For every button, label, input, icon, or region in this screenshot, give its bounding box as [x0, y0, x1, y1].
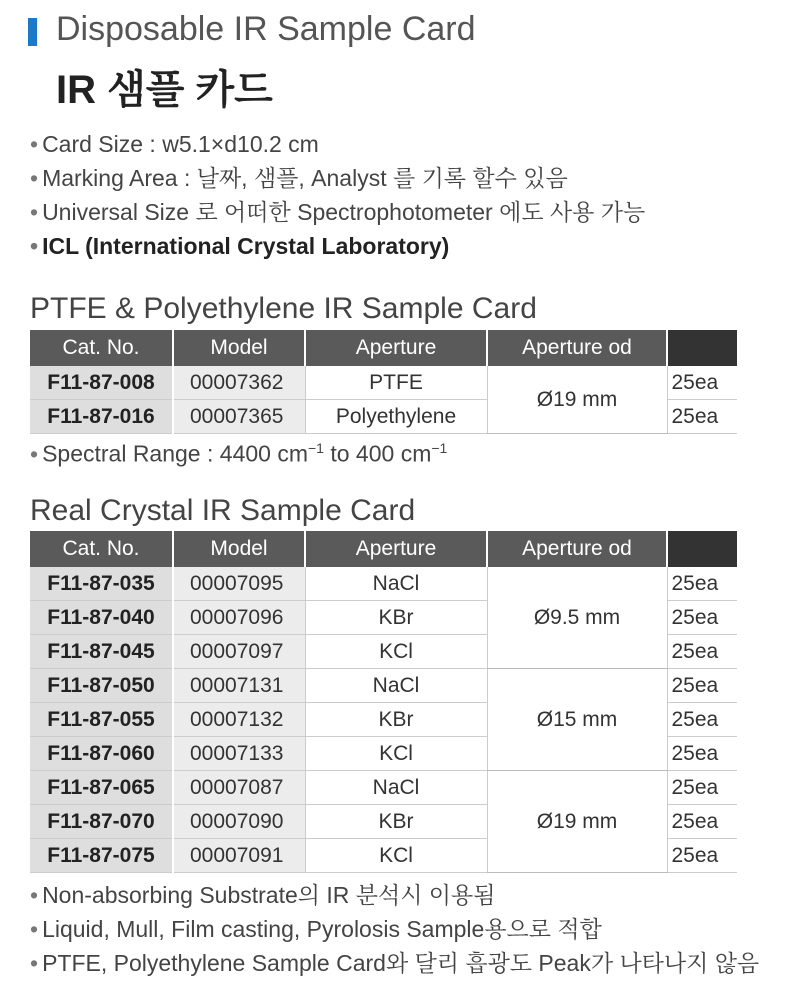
ptfe-section-title: PTFE & Polyethylene IR Sample Card: [30, 292, 537, 325]
feature-list: [30, 127, 645, 263]
cat-no: F11-87-008: [30, 366, 173, 400]
cat-no: F11-87-075: [30, 839, 173, 873]
table-row: [30, 366, 737, 400]
quantity: 25ea: [667, 737, 737, 771]
aperture-od: Ø9.5 mm: [487, 567, 667, 669]
model-no: 00007131: [173, 669, 305, 703]
note-item: • PTFE, Polyethylene Sample Card와 달리 흡광도 Peak가 나타나지 않음: [30, 950, 760, 976]
col-header-cat: Cat. No.: [30, 531, 173, 567]
aperture: KBr: [305, 601, 487, 635]
cat-no: F11-87-060: [30, 737, 173, 771]
quantity: 25ea: [667, 635, 737, 669]
cat-no: F11-87-065: [30, 771, 173, 805]
note-item: • Liquid, Mull, Film casting, Pyrolosis Sample용으로 적합: [30, 916, 602, 942]
aperture: KCl: [305, 635, 487, 669]
table-row: [30, 669, 737, 703]
aperture: KBr: [305, 703, 487, 737]
col-header-aperture-od: Aperture od: [487, 330, 667, 366]
note-item: • Non-absorbing Substrate의 IR 분석시 이용됨: [30, 882, 496, 908]
aperture: NaCl: [305, 567, 487, 601]
quantity: 25ea: [667, 669, 737, 703]
aperture: KCl: [305, 737, 487, 771]
feature-item: • Card Size : w5.1×d10.2 cm: [30, 131, 319, 157]
quantity: 25ea: [667, 839, 737, 873]
aperture-od: Ø19 mm: [487, 771, 667, 873]
table-row: [30, 567, 737, 601]
quantity: 25ea: [667, 703, 737, 737]
model-no: 00007132: [173, 703, 305, 737]
cat-no: F11-87-045: [30, 635, 173, 669]
col-header-aperture-od: Aperture od: [487, 531, 667, 567]
feature-item: • ICL (International Crystal Laboratory): [30, 233, 450, 259]
aperture: PTFE: [305, 366, 487, 400]
cat-no: F11-87-040: [30, 601, 173, 635]
col-header-cat: Cat. No.: [30, 330, 173, 366]
model-no: 00007362: [173, 366, 305, 400]
model-no: 00007365: [173, 400, 305, 434]
cat-no: F11-87-070: [30, 805, 173, 839]
aperture: Polyethylene: [305, 400, 487, 434]
quantity: 25ea: [667, 567, 737, 601]
quantity: 25ea: [667, 601, 737, 635]
table-row: [30, 771, 737, 805]
feature-item: • Marking Area : 날짜, 샘플, Analyst 를 기록 할수 있음: [30, 165, 568, 191]
title-accent-bar: [28, 18, 37, 46]
model-no: 00007091: [173, 839, 305, 873]
page-title-ko: IR 샘플 카드: [56, 68, 273, 112]
col-header-aperture: Aperture: [305, 330, 487, 366]
quantity: 25ea: [667, 366, 737, 400]
ptfe-table: [30, 330, 737, 434]
aperture: KCl: [305, 839, 487, 873]
model-no: 00007095: [173, 567, 305, 601]
page-title-en: Disposable IR Sample Card: [56, 10, 476, 48]
model-no: 00007097: [173, 635, 305, 669]
model-no: 00007087: [173, 771, 305, 805]
cat-no: F11-87-035: [30, 567, 173, 601]
aperture: NaCl: [305, 669, 487, 703]
aperture: NaCl: [305, 771, 487, 805]
col-header-model: Model: [173, 531, 305, 567]
crystal-section-title: Real Crystal IR Sample Card: [30, 494, 416, 527]
cat-no: F11-87-055: [30, 703, 173, 737]
feature-item: • Universal Size 로 어떠한 Spectrophotometer 에도 사용 가능: [30, 199, 646, 225]
spectral-range-note: • Spectral Range : 4400 $cm^{-1}$ to 400 $cm^{-1}$: [30, 440, 448, 467]
col-header-qty: [667, 531, 737, 567]
aperture: KBr: [305, 805, 487, 839]
quantity: 25ea: [667, 805, 737, 839]
aperture-od: Ø19 mm: [487, 366, 667, 434]
cat-no: F11-87-050: [30, 669, 173, 703]
quantity: 25ea: [667, 771, 737, 805]
col-header-model: Model: [173, 330, 305, 366]
model-no: 00007090: [173, 805, 305, 839]
notes-list: [30, 878, 759, 980]
col-header-aperture: Aperture: [305, 531, 487, 567]
cat-no: F11-87-016: [30, 400, 173, 434]
model-no: 00007096: [173, 601, 305, 635]
quantity: 25ea: [667, 400, 737, 434]
col-header-qty: [667, 330, 737, 366]
aperture-od: Ø15 mm: [487, 669, 667, 771]
crystal-table: [30, 531, 737, 873]
model-no: 00007133: [173, 737, 305, 771]
